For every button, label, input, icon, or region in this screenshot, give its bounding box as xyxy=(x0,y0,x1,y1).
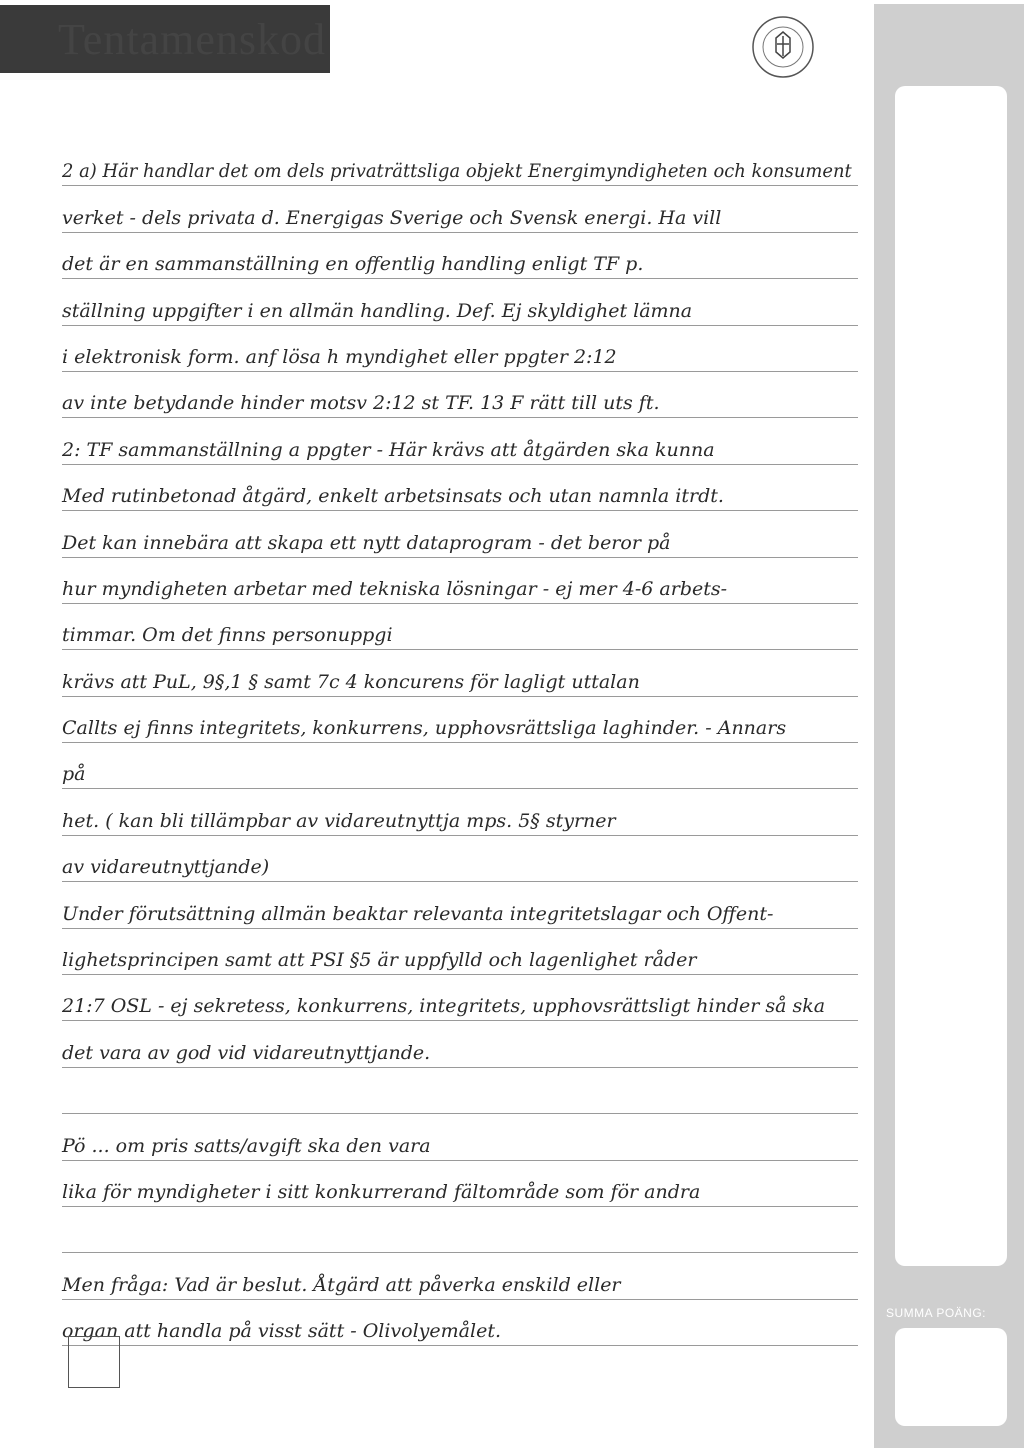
answer-line xyxy=(62,1161,858,1207)
answer-line xyxy=(62,372,858,418)
answer-line xyxy=(62,929,858,975)
handwritten-text: Men fråga: Vad är beslut. Åtgärd att påverka enskild eller xyxy=(62,1273,621,1296)
handwritten-text: verket - dels privata d. Energigas Sverige och Svensk energi. Ha vill xyxy=(62,206,722,229)
handwritten-text: lika för myndigheter i sitt konkurrerand fältområde som för andra xyxy=(62,1180,701,1203)
header-box xyxy=(0,5,330,73)
answer-line xyxy=(62,743,858,789)
answer-line xyxy=(62,140,858,186)
handwritten-text: organ att handla på visst sätt - Olivolyemålet. xyxy=(62,1320,501,1343)
answer-line xyxy=(62,697,858,743)
answer-line xyxy=(62,186,858,232)
answer-line xyxy=(62,279,858,325)
answer-line xyxy=(62,1207,858,1253)
answer-line xyxy=(62,511,858,557)
handwritten-text: det är en sammanställning en offentlig handling enligt TF p. xyxy=(62,253,644,276)
answer-line xyxy=(62,604,858,650)
handwritten-text: het. ( kan bli tillämpbar av vidareutnyttja mps. 5§ styrner xyxy=(62,809,616,832)
answer-line xyxy=(62,1068,858,1114)
handwritten-text: av vidareutnyttjande) xyxy=(62,856,270,879)
answer-line xyxy=(62,418,858,464)
handwritten-text: Med rutinbetonad åtgärd, enkelt arbetsinsats och utan namnla itrdt. xyxy=(62,485,724,508)
answer-line xyxy=(62,233,858,279)
answer-line xyxy=(62,1300,858,1346)
score-checkbox xyxy=(68,1336,120,1388)
handwritten-text: hur myndigheten arbetar med tekniska lösningar - ej mer 4-6 arbets- xyxy=(62,577,728,600)
answer-line xyxy=(62,465,858,511)
handwritten-text: Det kan innebära att skapa ett nytt dataprogram - det beror på xyxy=(62,531,671,554)
total-points-box xyxy=(895,1328,1007,1426)
handwritten-text: lighetsprincipen samt att PSI §5 är uppfylld och lagenlighet råder xyxy=(62,949,697,972)
answer-line xyxy=(62,650,858,696)
handwritten-text: Pö ... om pris satts/avgift ska den vara xyxy=(62,1134,431,1157)
answer-line xyxy=(62,882,858,928)
handwritten-text: på xyxy=(62,763,86,786)
answer-line xyxy=(62,1253,858,1299)
answer-line xyxy=(62,1021,858,1067)
handwritten-text: timmar. Om det finns personuppgi xyxy=(62,624,393,647)
handwritten-text: det vara av god vid vidareutnyttjande. xyxy=(62,1041,431,1064)
handwritten-text: 2: TF sammanställning a ppgter - Här krävs att åtgärden ska kunna xyxy=(62,438,715,461)
handwritten-text: ställning uppgifter i en allmän handling. Def. Ej skyldighet lämna xyxy=(62,299,693,322)
answer-line xyxy=(62,1114,858,1160)
exam-code-title: Tentamenskod xyxy=(58,14,326,64)
answer-line xyxy=(62,326,858,372)
handwritten-text: av inte betydande hinder motsv 2:12 st TF. 13 F rätt till uts ft. xyxy=(62,392,660,415)
handwritten-text: 2 a) Här handlar det om dels privaträttsliga objekt Energimyndigheten och konsument xyxy=(62,160,852,183)
handwritten-text: Callts ej finns integritets, konkurrens, upphovsrättsliga laghinder. - Annars xyxy=(62,717,787,740)
total-points-label: SUMMA POÄNG: xyxy=(886,1306,987,1320)
handwritten-text: Under förutsättning allmän beaktar relevanta integritetslagar och Offent- xyxy=(62,902,774,925)
answer-lines xyxy=(62,140,858,1346)
handwritten-text: krävs att PuL, 9§,1 § samt 7c 4 koncurens för lagligt uttalan xyxy=(62,670,640,693)
handwritten-text: 21:7 OSL - ej sekretess, konkurrens, integritets, upphovsrättsligt hinder så ska xyxy=(62,995,826,1018)
university-seal-icon xyxy=(748,12,818,82)
answer-line xyxy=(62,975,858,1021)
points-box xyxy=(895,86,1007,1266)
answer-line xyxy=(62,789,858,835)
answer-line xyxy=(62,836,858,882)
handwritten-text: i elektronisk form. anf lösa h myndighet eller ppgter 2:12 xyxy=(62,345,617,368)
answer-line xyxy=(62,558,858,604)
